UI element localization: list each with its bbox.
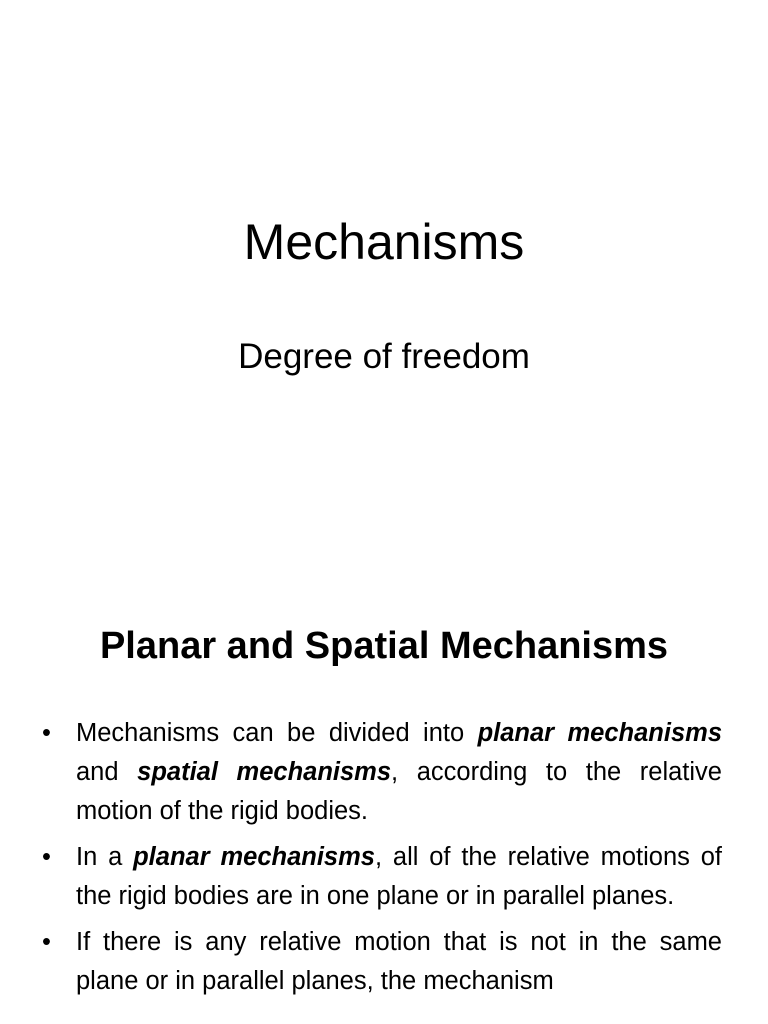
bullet-icon: • [42,843,51,871]
bullet-icon: • [42,928,51,956]
section-heading: Planar and Spatial Mechanisms [99,625,669,667]
bullet-text: , all of the relative motions of the rigid bodies are in one plane or in parallel planes. [76,843,723,910]
bullet-item [42,714,722,831]
slide-title: Mechanisms [243,214,525,270]
bullet-icon: • [42,719,51,747]
bullet-item [42,923,722,1001]
slide-subtitle: Degree of freedom [238,337,530,376]
emphasis-text: spatial mechanisms [137,758,392,786]
emphasis-text: planar mechanisms [133,843,375,871]
bullet-text: Mechanisms can be divided into [76,719,478,747]
content-slide [0,576,768,1024]
bullet-text: If there is any relative motion that is not in the same plane or in parallel planes, the mechanism [76,928,722,995]
bullet-list [42,714,722,1008]
bullet-text: and [76,758,138,786]
bullet-item [42,838,722,916]
bullet-text: In a [76,843,134,871]
emphasis-text: planar mechanisms [477,719,723,747]
bullet-text: , according to the relative motion of the rigid bodies. [76,758,722,825]
